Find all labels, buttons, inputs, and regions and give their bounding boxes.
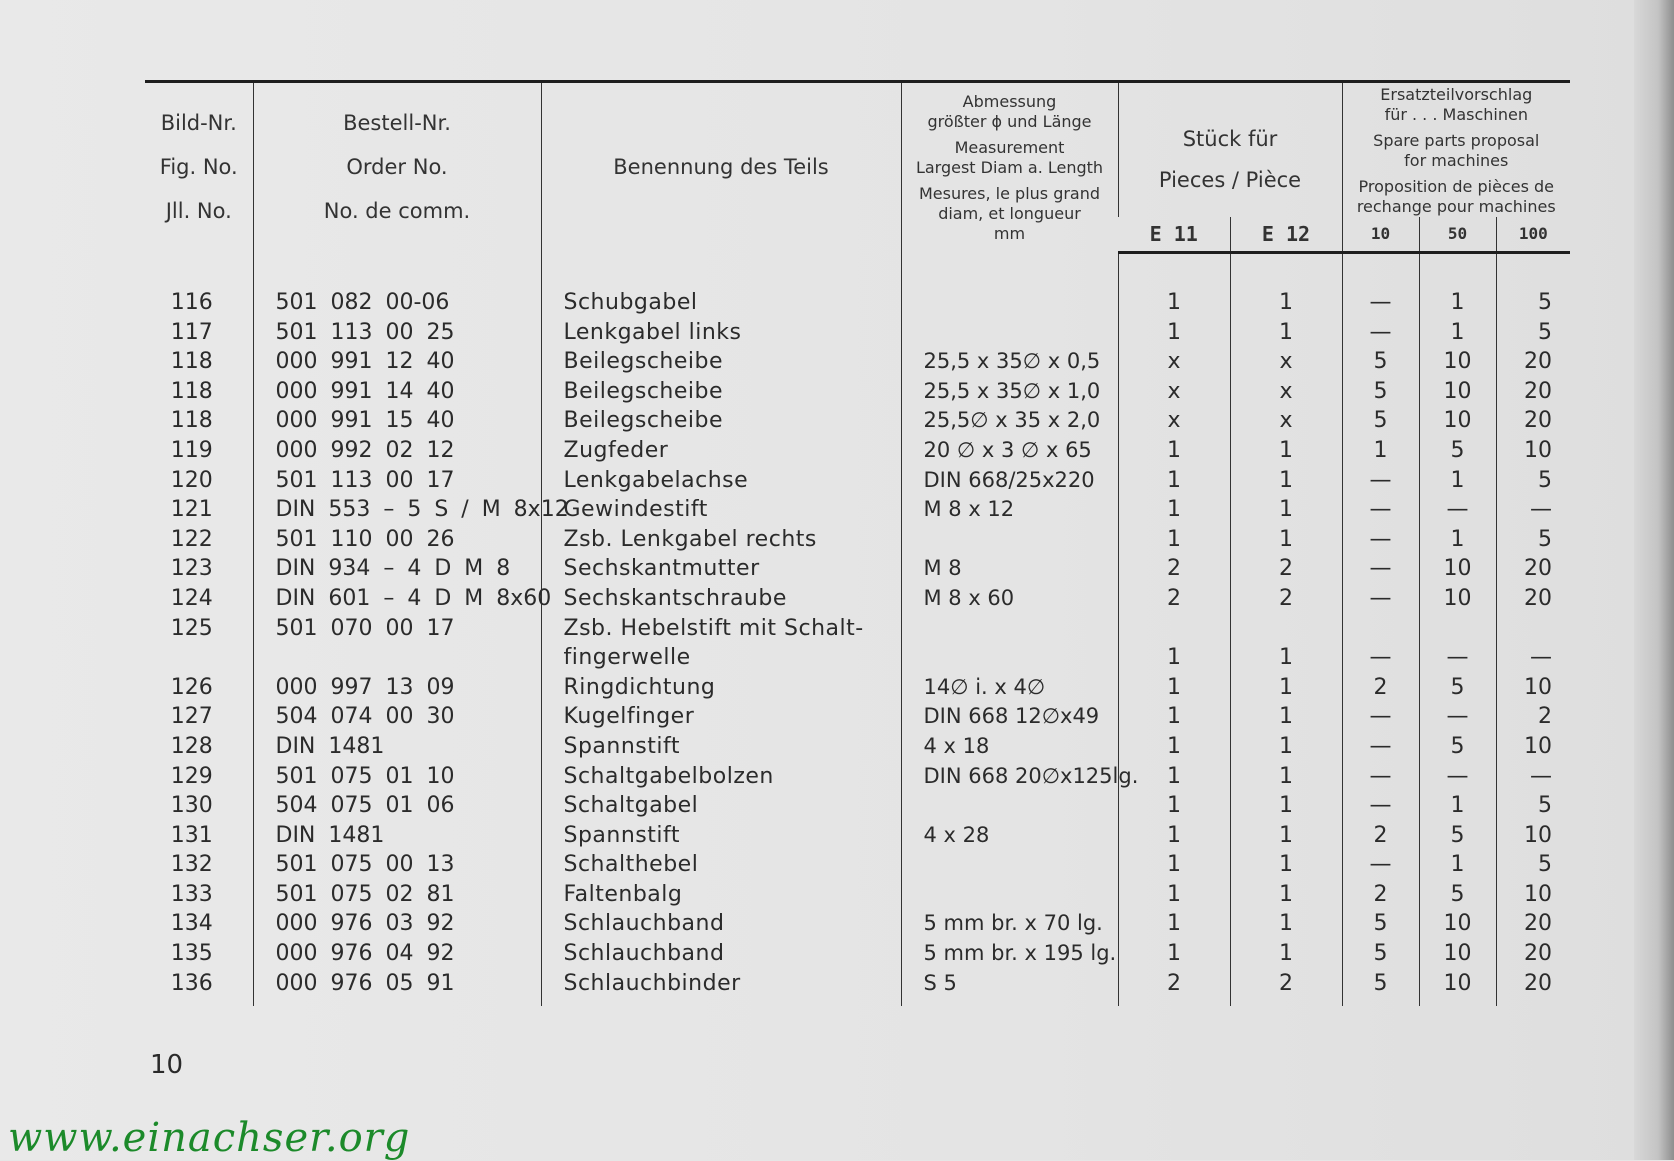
table-row: [145, 554, 1570, 584]
qty-e12: 1: [1230, 732, 1342, 762]
parts-table-header: [145, 82, 1570, 253]
spare-100: 20: [1496, 584, 1570, 614]
table-row: [145, 939, 1570, 969]
qty-e12: 1: [1230, 702, 1342, 732]
spare-100: 20: [1496, 969, 1570, 999]
spare-50: 10: [1419, 969, 1496, 999]
table-row: [145, 969, 1570, 999]
measurement: M 8: [901, 554, 1118, 584]
header-e11: E 11: [1118, 217, 1230, 253]
order-number: 000 992 02 12: [253, 436, 541, 466]
measurement: [901, 525, 1118, 555]
spare-100: 10: [1496, 821, 1570, 851]
spare-10: —: [1342, 318, 1419, 348]
spare-10: —: [1342, 791, 1419, 821]
qty-e11: 1: [1118, 288, 1230, 318]
spare-50: 5: [1419, 436, 1496, 466]
table-row: [145, 495, 1570, 525]
order-number: 501 110 00 26: [253, 525, 541, 555]
part-name: Beilegscheibe: [541, 377, 901, 407]
spare-50: 1: [1419, 791, 1496, 821]
spare-100: —: [1496, 762, 1570, 792]
order-number: DIN 1481: [253, 821, 541, 851]
qty-e11: 1: [1118, 702, 1230, 732]
page-edge: [1634, 0, 1674, 1160]
spare-10: —: [1342, 495, 1419, 525]
qty-e12: 1: [1230, 791, 1342, 821]
order-number: 501 070 00 17: [253, 614, 541, 644]
fig-number: 127: [170, 704, 213, 730]
fig-number: 121: [170, 497, 213, 523]
spare-50: [1419, 614, 1496, 644]
qty-e11: 1: [1118, 791, 1230, 821]
part-name: Beilegscheibe: [541, 406, 901, 436]
qty-e12: 1: [1230, 939, 1342, 969]
qty-e12: 1: [1230, 673, 1342, 703]
fig-number: 135: [170, 941, 213, 967]
measurement: 25,5 x 35∅ x 0,5: [901, 347, 1118, 377]
qty-e11: 1: [1118, 939, 1230, 969]
order-number: 000 976 03 92: [253, 909, 541, 939]
fig-number: 136: [170, 970, 213, 996]
spare-100: —: [1496, 643, 1570, 673]
order-number: 504 074 00 30: [253, 702, 541, 732]
table-row: [145, 673, 1570, 703]
measurement: 4 x 18: [901, 732, 1118, 762]
fig-number: 118: [170, 349, 213, 375]
measurement: 5 mm br. x 195 lg.: [901, 939, 1118, 969]
spare-100: 20: [1496, 909, 1570, 939]
measurement: DIN 668 20∅x125lg.: [901, 762, 1118, 792]
header-pieces: Stück für Pieces / Pièce: [1118, 82, 1342, 218]
qty-e12: 1: [1230, 525, 1342, 555]
qty-e12: x: [1230, 377, 1342, 407]
qty-e11: 1: [1118, 821, 1230, 851]
qty-e12: 2: [1230, 969, 1342, 999]
qty-e11: 2: [1118, 584, 1230, 614]
part-name: Sechskantmutter: [541, 554, 901, 584]
qty-e11: 1: [1118, 673, 1230, 703]
table-row: [145, 850, 1570, 880]
spare-50: —: [1419, 762, 1496, 792]
spare-10: [1342, 614, 1419, 644]
measurement: 20 ∅ x 3 ∅ x 65: [901, 436, 1118, 466]
order-number: 501 075 02 81: [253, 880, 541, 910]
fig-number: 132: [170, 852, 213, 878]
qty-e11: x: [1118, 377, 1230, 407]
spare-10: 2: [1342, 880, 1419, 910]
part-name: Kugelfinger: [541, 702, 901, 732]
measurement: S 5: [901, 969, 1118, 999]
measurement: [901, 318, 1118, 348]
table-row: [145, 909, 1570, 939]
fig-number: 133: [170, 881, 213, 907]
qty-e12: [1230, 614, 1342, 644]
part-name: fingerwelle: [541, 643, 901, 673]
measurement: [901, 288, 1118, 318]
spare-100: 20: [1496, 406, 1570, 436]
spare-100: 5: [1496, 318, 1570, 348]
table-row: [145, 614, 1570, 644]
fig-number: 116: [170, 290, 213, 315]
spare-50: 5: [1419, 673, 1496, 703]
measurement: 25,5 x 35∅ x 1,0: [901, 377, 1118, 407]
header-order-no: Bestell-Nr. Order No. No. de comm.: [253, 82, 541, 253]
fig-number: 124: [170, 585, 213, 611]
table-row: [145, 762, 1570, 792]
spare-10: 5: [1342, 939, 1419, 969]
measurement: [901, 791, 1118, 821]
fig-number: 129: [170, 763, 213, 789]
qty-e12: 1: [1230, 762, 1342, 792]
order-number: 000 997 13 09: [253, 673, 541, 703]
spare-100: —: [1496, 495, 1570, 525]
spare-100: [1496, 614, 1570, 644]
order-number: 000 976 04 92: [253, 939, 541, 969]
fig-number: 125: [170, 615, 213, 641]
spare-10: 5: [1342, 377, 1419, 407]
spare-50: 10: [1419, 406, 1496, 436]
part-name: Faltenbalg: [541, 880, 901, 910]
fig-number: 122: [170, 526, 213, 552]
spare-100: 20: [1496, 939, 1570, 969]
spare-10: —: [1342, 525, 1419, 555]
spare-50: —: [1419, 495, 1496, 525]
spare-100: 5: [1496, 466, 1570, 496]
website-watermark: www.einachser.org: [8, 1115, 411, 1161]
order-number: DIN 601 – 4 D M 8x60: [253, 584, 541, 614]
part-name: Lenkgabel links: [541, 318, 901, 348]
qty-e11: 2: [1118, 969, 1230, 999]
spare-10: —: [1342, 762, 1419, 792]
table-row: [145, 880, 1570, 910]
part-name: Schlauchband: [541, 939, 901, 969]
part-name: Schalthebel: [541, 850, 901, 880]
parts-table: [145, 80, 1570, 1006]
spare-10: —: [1342, 850, 1419, 880]
spare-100: 20: [1496, 347, 1570, 377]
qty-e12: 1: [1230, 909, 1342, 939]
table-row: [145, 584, 1570, 614]
header-fig-no: Bild-Nr. Fig. No. Jll. No.: [145, 82, 253, 253]
parts-table-body: [145, 253, 1570, 1007]
spare-10: —: [1342, 643, 1419, 673]
qty-e12: 2: [1230, 584, 1342, 614]
qty-e12: 1: [1230, 436, 1342, 466]
qty-e11: x: [1118, 347, 1230, 377]
spare-10: 5: [1342, 909, 1419, 939]
table-row: [145, 732, 1570, 762]
spare-100: 2: [1496, 702, 1570, 732]
spare-50: 10: [1419, 909, 1496, 939]
qty-e12: x: [1230, 347, 1342, 377]
spare-100: 5: [1496, 525, 1570, 555]
spare-50: 10: [1419, 554, 1496, 584]
qty-e12: 1: [1230, 880, 1342, 910]
part-name: Zsb. Hebelstift mit Schalt-: [541, 614, 901, 644]
table-row: [145, 821, 1570, 851]
measurement: 25,5∅ x 35 x 2,0: [901, 406, 1118, 436]
spare-10: —: [1342, 288, 1419, 318]
table-row: [145, 318, 1570, 348]
qty-e12: 1: [1230, 821, 1342, 851]
table-row: [145, 377, 1570, 407]
table-row: [145, 436, 1570, 466]
measurement: 4 x 28: [901, 821, 1118, 851]
part-name: Ringdichtung: [541, 673, 901, 703]
order-number: 000 991 12 40: [253, 347, 541, 377]
part-name: Schlauchbinder: [541, 969, 901, 999]
spare-50: 10: [1419, 939, 1496, 969]
fig-number: 118: [170, 378, 213, 404]
qty-e12: 1: [1230, 850, 1342, 880]
qty-e11: 1: [1118, 762, 1230, 792]
table-row: [145, 347, 1570, 377]
table-row: [145, 466, 1570, 496]
fig-number: 126: [170, 674, 213, 700]
header-spare-50: 50: [1419, 217, 1496, 253]
fig-number: 134: [170, 911, 213, 937]
header-spare-parts: Ersatzteilvorschlag für . . . Maschinen Spare parts proposal for machines Proposition de pièces de rechange pour machines: [1342, 82, 1570, 218]
spare-100: 5: [1496, 850, 1570, 880]
spare-10: —: [1342, 732, 1419, 762]
header-e12: E 12: [1230, 217, 1342, 253]
table-row: [145, 643, 1570, 673]
spare-10: 5: [1342, 347, 1419, 377]
order-number: 000 991 14 40: [253, 377, 541, 407]
spare-100: 5: [1496, 791, 1570, 821]
spare-10: —: [1342, 702, 1419, 732]
order-number: [253, 643, 541, 673]
qty-e11: 1: [1118, 318, 1230, 348]
qty-e11: x: [1118, 406, 1230, 436]
spare-50: 5: [1419, 732, 1496, 762]
table-row: [145, 406, 1570, 436]
qty-e11: 1: [1118, 643, 1230, 673]
qty-e12: 1: [1230, 495, 1342, 525]
spare-100: 20: [1496, 554, 1570, 584]
qty-e12: 2: [1230, 554, 1342, 584]
order-number: 504 075 01 06: [253, 791, 541, 821]
measurement: [901, 643, 1118, 673]
order-number: DIN 553 – 5 S / M 8x12: [253, 495, 541, 525]
spare-50: 1: [1419, 850, 1496, 880]
spare-10: —: [1342, 584, 1419, 614]
table-row: [145, 791, 1570, 821]
spare-50: 1: [1419, 288, 1496, 318]
part-name: Zsb. Lenkgabel rechts: [541, 525, 901, 555]
qty-e11: 1: [1118, 436, 1230, 466]
qty-e12: 1: [1230, 288, 1342, 318]
part-name: Lenkgabelachse: [541, 466, 901, 496]
spare-100: 20: [1496, 377, 1570, 407]
spare-100: 10: [1496, 880, 1570, 910]
measurement: 14∅ i. x 4∅: [901, 673, 1118, 703]
qty-e11: 2: [1118, 554, 1230, 584]
order-number: DIN 1481: [253, 732, 541, 762]
spare-100: 5: [1496, 288, 1570, 318]
header-part-name: Benennung des Teils: [541, 82, 901, 253]
spare-50: 10: [1419, 377, 1496, 407]
qty-e12: 1: [1230, 318, 1342, 348]
fig-number: 119: [170, 437, 213, 463]
qty-e11: 1: [1118, 880, 1230, 910]
spare-50: 1: [1419, 318, 1496, 348]
order-number: 000 991 15 40: [253, 406, 541, 436]
part-name: Schaltgabelbolzen: [541, 762, 901, 792]
qty-e12: 1: [1230, 643, 1342, 673]
header-spare-100: 100: [1496, 217, 1570, 253]
qty-e12: x: [1230, 406, 1342, 436]
table-row: [145, 288, 1570, 318]
spare-10: —: [1342, 554, 1419, 584]
fig-number: 117: [170, 319, 213, 345]
table-row: [145, 525, 1570, 555]
fig-number: 130: [170, 793, 213, 819]
spare-10: 5: [1342, 406, 1419, 436]
spare-10: 2: [1342, 821, 1419, 851]
spare-50: 5: [1419, 821, 1496, 851]
fig-number: 120: [170, 467, 213, 493]
part-name: Schubgabel: [541, 288, 901, 318]
spare-50: 10: [1419, 584, 1496, 614]
measurement: DIN 668/25x220: [901, 466, 1118, 496]
part-name: Sechskantschraube: [541, 584, 901, 614]
part-name: Spannstift: [541, 821, 901, 851]
spare-10: —: [1342, 466, 1419, 496]
fig-number: 131: [170, 822, 213, 848]
part-name: Schaltgabel: [541, 791, 901, 821]
measurement: [901, 614, 1118, 644]
measurement: [901, 850, 1118, 880]
qty-e11: 1: [1118, 495, 1230, 525]
qty-e11: 1: [1118, 909, 1230, 939]
spare-50: —: [1419, 702, 1496, 732]
spare-10: 1: [1342, 436, 1419, 466]
spare-50: 1: [1419, 466, 1496, 496]
page-number: 10: [150, 1050, 184, 1080]
measurement: 5 mm br. x 70 lg.: [901, 909, 1118, 939]
spare-50: 10: [1419, 347, 1496, 377]
qty-e11: 1: [1118, 525, 1230, 555]
part-name: Schlauchband: [541, 909, 901, 939]
spare-100: 10: [1496, 436, 1570, 466]
spare-50: 5: [1419, 880, 1496, 910]
order-number: DIN 934 – 4 D M 8: [253, 554, 541, 584]
order-number: 501 113 00 17: [253, 466, 541, 496]
qty-e11: 1: [1118, 850, 1230, 880]
measurement: [901, 880, 1118, 910]
qty-e11: 1: [1118, 732, 1230, 762]
part-name: Beilegscheibe: [541, 347, 901, 377]
part-name: Spannstift: [541, 732, 901, 762]
measurement: DIN 668 12∅x49: [901, 702, 1118, 732]
fig-number: [145, 643, 253, 673]
order-number: 501 075 00 13: [253, 850, 541, 880]
order-number: 501 113 00 25: [253, 318, 541, 348]
header-measurement: Abmessung größter ϕ und Länge Measurement Largest Diam a. Length Mesures, le plus grand diam, et longueur mm: [901, 82, 1118, 253]
qty-e12: 1: [1230, 466, 1342, 496]
part-name: Zugfeder: [541, 436, 901, 466]
order-number: 501 082 00-06: [253, 288, 541, 318]
fig-number: 128: [170, 733, 213, 759]
measurement: M 8 x 12: [901, 495, 1118, 525]
header-spare-10: 10: [1342, 217, 1419, 253]
spare-50: —: [1419, 643, 1496, 673]
measurement: M 8 x 60: [901, 584, 1118, 614]
part-name: Gewindestift: [541, 495, 901, 525]
fig-number: 123: [170, 556, 213, 582]
table-row: [145, 702, 1570, 732]
fig-number: 118: [170, 408, 213, 434]
qty-e11: [1118, 614, 1230, 644]
spare-100: 10: [1496, 732, 1570, 762]
spare-10: 2: [1342, 673, 1419, 703]
spare-50: 1: [1419, 525, 1496, 555]
spare-100: 10: [1496, 673, 1570, 703]
order-number: 000 976 05 91: [253, 969, 541, 999]
qty-e11: 1: [1118, 466, 1230, 496]
order-number: 501 075 01 10: [253, 762, 541, 792]
spare-10: 5: [1342, 969, 1419, 999]
